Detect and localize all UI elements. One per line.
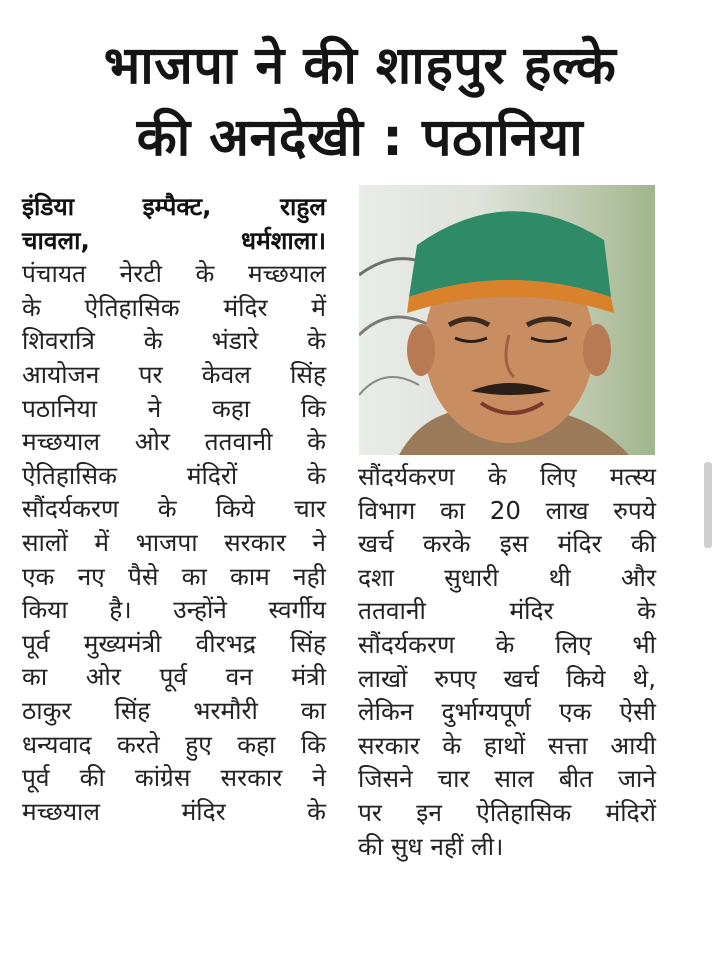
article-column-left <box>22 190 326 828</box>
body-line: मच्छयाल मंदिर के <box>22 796 326 826</box>
article-photo <box>359 185 655 455</box>
body-line: पंचायत नेरटी के मच्छयाल <box>22 259 326 289</box>
body-line: की सुध नहीं ली। <box>358 831 504 861</box>
body-line: सालों में भाजपा सरकार ने <box>22 527 326 557</box>
body-line: दशा सुधारी थी और <box>358 562 656 592</box>
body-line: पूर्व मुख्यमंत्री वीरभद्र सिंह <box>22 628 326 658</box>
body-line: सौंदर्यकरण के किये चार <box>22 494 326 524</box>
body-line: मच्छयाल ओर ततवानी के <box>22 427 326 457</box>
body-line: सरकार के हाथों सत्ता आयी <box>358 730 656 760</box>
body-line: पठानिया ने कहा कि <box>22 393 326 423</box>
body-line: एक नए पैसे का काम नही <box>22 561 326 591</box>
portrait-image <box>359 185 655 455</box>
body-line: ततवानी मंदिर के <box>358 596 656 626</box>
body-line: पूर्व की कांग्रेस सरकार ने <box>22 763 326 793</box>
body-line: विभाग का 20 लाख रुपये <box>358 495 656 525</box>
body-line: पर इन ऐतिहासिक मंदिरों <box>358 797 656 827</box>
body-line: लेकिन दुर्भाग्यपूर्ण एक ऐसी <box>358 697 656 727</box>
byline-line: इंडिया इम्पैक्ट, राहुल <box>22 192 326 221</box>
body-line: ऐतिहासिक मंदिरों के <box>22 460 326 490</box>
body-line: आयोजन पर केवल सिंह <box>22 359 326 389</box>
scrollbar-thumb[interactable] <box>704 462 712 548</box>
body-line: के ऐतिहासिक मंदिर में <box>22 292 326 322</box>
body-line: लाखों रुपए खर्च किये थे, <box>358 663 656 693</box>
body-line: सौंदर्यकरण के लिए भी <box>358 629 656 659</box>
body-line: जिसने चार साल बीत जाने <box>358 764 656 794</box>
article-column-right <box>358 460 656 863</box>
headline-line-2: की अनदेखी : पठानिया <box>136 108 584 168</box>
body-line: खर्च करके इस मंदिर की <box>358 529 656 559</box>
body-line: धन्यवाद करते हुए कहा कि <box>22 729 326 759</box>
body-line: का ओर पूर्व वन मंत्री <box>22 662 326 692</box>
headline-line-1: भाजपा ने की शाहपुर हल्के <box>103 36 617 96</box>
headline <box>0 30 720 174</box>
body-line: शिवरात्रि के भंडारे के <box>22 326 326 356</box>
body-line: सौंदर्यकरण के लिए मत्स्य <box>358 462 656 491</box>
body-line: ठाकुर सिंह भरमौरी का <box>22 695 326 725</box>
body-line: किया है। उन्होंने स्वर्गीय <box>22 595 326 625</box>
byline-line: चावला, धर्मशाला। <box>22 225 326 255</box>
